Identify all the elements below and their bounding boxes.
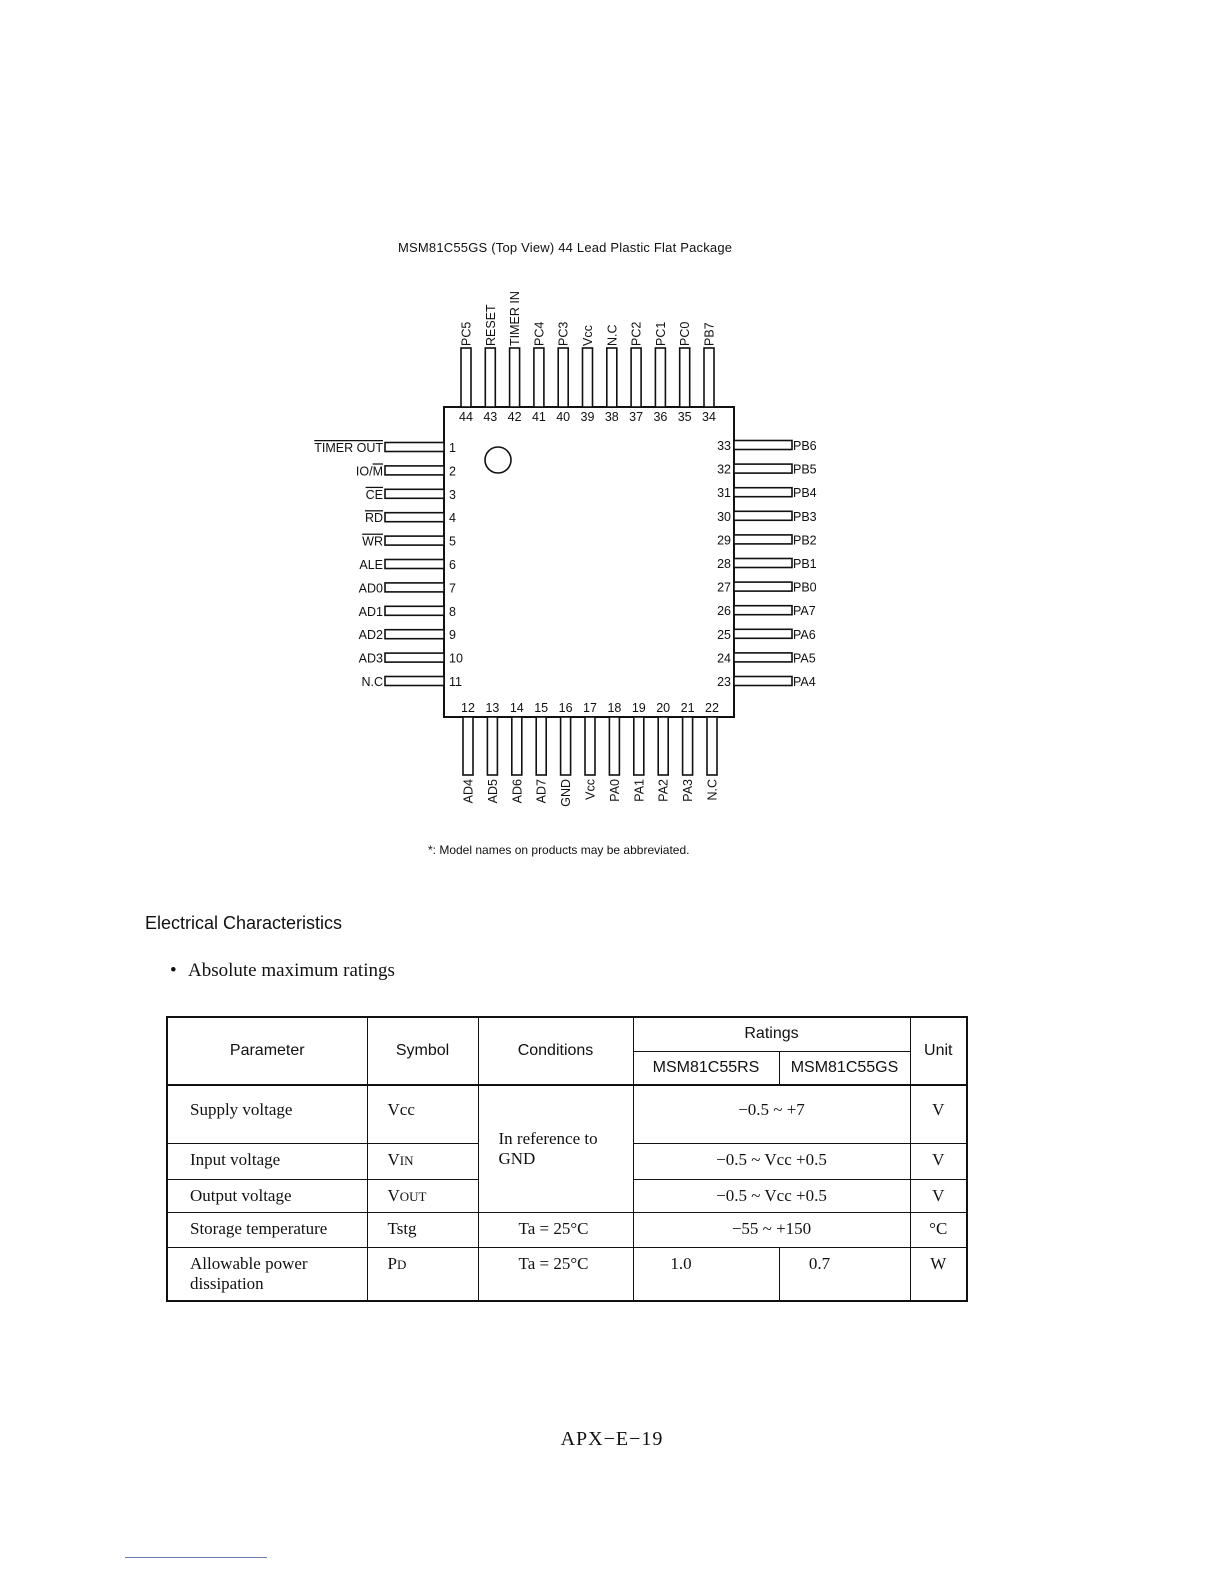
pin-label-14: AD6 (510, 779, 525, 804)
pin-label-7: AD0 (358, 581, 383, 596)
pin-number-34: 34 (702, 410, 716, 424)
pin-number-11: 11 (449, 675, 462, 689)
pin-number-38: 38 (604, 410, 619, 424)
pin-lead-32 (734, 464, 792, 473)
pin-lead-37 (631, 348, 641, 407)
param-cell: Input voltage (167, 1143, 367, 1179)
bullet-icon: • (170, 960, 177, 981)
pin-lead-20 (658, 717, 668, 775)
pin-lead-10 (385, 653, 444, 662)
pin-label-32: PB5 (793, 462, 817, 477)
rating-cell: −55 ~ +150 (633, 1212, 910, 1247)
pin-label-43: RESET (483, 304, 498, 346)
pin-label-15: AD7 (534, 779, 549, 804)
pin-label-21: PA3 (681, 779, 696, 802)
pin-lead-18 (609, 717, 619, 775)
pin-label-3: CE (365, 487, 383, 502)
header-ratings: Ratings (633, 1017, 910, 1051)
pin-number-6: 6 (449, 558, 456, 572)
symbol-cell (367, 1143, 478, 1179)
pin-lead-5 (385, 536, 444, 545)
page-number: APX−E−19 (560, 1428, 664, 1450)
pin-label-22: N.C (705, 779, 720, 801)
pin-number-17: 17 (583, 701, 597, 715)
pin-lead-43 (485, 348, 495, 407)
pin-lead-13 (487, 717, 497, 775)
pin-lead-17 (585, 717, 595, 775)
pin-number-31: 31 (717, 486, 731, 501)
symbol-main: Tstg (387, 1218, 417, 1238)
header-conditions: Conditions (478, 1017, 633, 1085)
header-symbol: Symbol (367, 1017, 478, 1085)
pin-label-17: Vcc (583, 779, 598, 800)
pin-lead-9 (385, 630, 444, 639)
pin-number-30: 30 (717, 509, 731, 524)
unit-cell: °C (910, 1212, 967, 1247)
pin-lead-4 (385, 513, 444, 522)
pin-number-19: 19 (631, 701, 646, 715)
symbol-sub: OUT (399, 1188, 427, 1204)
pin-lead-7 (385, 583, 444, 592)
pin-number-2: 2 (449, 464, 456, 479)
pin-label-5: WR (362, 534, 383, 549)
pin-label-41: PC4 (532, 321, 547, 346)
pin-label-2: IO/M (355, 464, 383, 479)
pin-label-19: PA1 (632, 779, 647, 802)
pin-label-27: PB0 (793, 580, 817, 595)
symbol-cell (367, 1212, 478, 1247)
param-cell: Storage temperature (167, 1212, 367, 1247)
pin-label-33: PB6 (793, 439, 817, 453)
pin-lead-19 (634, 717, 644, 775)
pin-number-42: 42 (507, 410, 522, 424)
pin-label-31: PB4 (793, 486, 817, 501)
pin-lead-35 (680, 348, 690, 407)
pin-lead-30 (734, 511, 792, 520)
pin-number-13: 13 (485, 701, 500, 715)
pin-number-20: 20 (656, 701, 671, 715)
ratings-subheading (170, 960, 395, 982)
header-unit: Unit (910, 1017, 967, 1085)
pin1-marker (485, 447, 511, 473)
header-model-gs: MSM81C55GS (779, 1051, 910, 1085)
pin-lead-25 (734, 629, 792, 638)
pin-label-34: PB7 (702, 322, 717, 346)
symbol-main: P (387, 1253, 397, 1273)
pin-label-16: GND (559, 779, 574, 807)
pin-number-16: 16 (558, 701, 573, 715)
symbol-sub: D (396, 1256, 407, 1272)
pin-lead-8 (385, 606, 444, 615)
param-cell: Output voltage (167, 1179, 367, 1212)
pin-label-13: AD5 (485, 779, 500, 804)
pin-lead-29 (734, 535, 792, 544)
pin-number-7: 7 (449, 581, 456, 596)
pin-lead-12 (463, 717, 473, 775)
pin-label-8: AD1 (358, 604, 383, 619)
rating-cell: −0.5 ~ Vcc +0.5 (633, 1143, 910, 1179)
ratings-subheading-text: Absolute maximum ratings (188, 960, 395, 981)
pin-lead-2 (385, 466, 444, 475)
pin-label-9: AD2 (358, 628, 383, 643)
pin-number-27: 27 (717, 580, 731, 595)
pin-number-15: 15 (534, 701, 549, 715)
pin-number-44: 44 (459, 410, 473, 424)
pin-label-36: PC1 (653, 321, 668, 346)
unit-cell: W (910, 1247, 967, 1301)
pin-label-35: PC0 (678, 321, 693, 346)
pin-number-24: 24 (717, 651, 731, 666)
pin-number-26: 26 (717, 604, 731, 619)
pin-lead-16 (561, 717, 571, 775)
pin-number-35: 35 (677, 410, 692, 424)
param-cell: Allowable power dissipation (167, 1247, 367, 1301)
package-footnote: *: Model names on products may be abbreviated. (428, 843, 690, 857)
symbol-main: V (387, 1149, 400, 1169)
pin-lead-41 (534, 348, 544, 407)
pin-lead-1 (385, 443, 444, 452)
pin-lead-33 (734, 441, 792, 450)
pin-label-38: N.C (605, 324, 620, 346)
table-row (167, 1212, 967, 1247)
symbol-cell (367, 1085, 478, 1143)
pin-number-21: 21 (680, 701, 695, 715)
pin-label-44: PC5 (459, 321, 474, 346)
section-heading: Electrical Characteristics (145, 913, 343, 933)
pin-number-33: 33 (717, 439, 731, 453)
unit-cell: V (910, 1085, 967, 1143)
pin-lead-6 (385, 560, 444, 569)
pin-label-12: AD4 (461, 779, 476, 804)
pin-number-40: 40 (556, 410, 571, 424)
pin-lead-26 (734, 606, 792, 615)
pin-label-4: RD (364, 511, 383, 526)
pin-lead-40 (558, 348, 568, 407)
pin-number-4: 4 (449, 511, 456, 526)
pin-number-18: 18 (607, 701, 622, 715)
param-cell: Supply voltage (167, 1085, 367, 1143)
pin-lead-39 (583, 348, 593, 407)
pin-number-5: 5 (449, 534, 456, 549)
pin-label-30: PB3 (793, 509, 817, 524)
pin-number-28: 28 (717, 557, 731, 571)
pin-number-25: 25 (717, 627, 731, 642)
pin-number-36: 36 (653, 410, 668, 424)
pin-number-10: 10 (449, 651, 463, 666)
pin-label-42: TIMER IN (508, 291, 523, 346)
table-row (167, 1085, 967, 1143)
pin-label-10: AD3 (358, 651, 383, 666)
pin-label-20: PA2 (656, 779, 671, 802)
pin-number-29: 29 (717, 533, 731, 548)
pin-label-26: PA7 (793, 604, 816, 619)
pin-label-6: ALE (359, 558, 383, 572)
pin-number-23: 23 (717, 675, 731, 689)
pin-label-23: PA4 (793, 675, 816, 689)
pin-label-11: N.C (361, 675, 383, 689)
pin-lead-42 (510, 348, 520, 407)
pin-lead-24 (734, 653, 792, 662)
pin-number-1: 1 (449, 441, 456, 455)
absolute-max-ratings-table (166, 1016, 968, 1302)
pin-label-28: PB1 (793, 557, 817, 571)
header-model-rs: MSM81C55RS (633, 1051, 779, 1085)
condition-cell: Ta = 25°C (478, 1247, 633, 1301)
gnd-condition-cell (478, 1085, 633, 1212)
symbol-main: Vcc (387, 1100, 415, 1119)
pin-lead-21 (683, 717, 693, 775)
pin-number-22: 22 (705, 701, 719, 715)
unit-cell: V (910, 1179, 967, 1212)
pin-number-9: 9 (449, 628, 456, 643)
pin-number-8: 8 (449, 604, 456, 619)
pin-lead-23 (734, 677, 792, 686)
pin-number-12: 12 (461, 701, 475, 715)
pin-label-39: Vcc (581, 325, 595, 346)
symbol-cell (367, 1247, 478, 1301)
pin-label-1: TIMER OUT (314, 441, 383, 455)
gnd-condition-line2: GND (498, 1148, 536, 1168)
pin-lead-36 (655, 348, 665, 407)
pin-lead-27 (734, 582, 792, 591)
footer-rule (125, 1557, 267, 1558)
pin-lead-28 (734, 559, 792, 568)
symbol-cell (367, 1179, 478, 1212)
table-row (167, 1247, 967, 1301)
pin-label-29: PB2 (793, 533, 817, 548)
pin-number-41: 41 (531, 410, 546, 424)
pin-label-40: PC3 (556, 321, 571, 346)
pin-lead-34 (704, 348, 714, 407)
pin-number-32: 32 (717, 462, 731, 477)
pin-label-24: PA5 (793, 651, 816, 666)
pin-number-14: 14 (509, 701, 524, 715)
condition-cell: Ta = 25°C (478, 1212, 633, 1247)
pin-lead-14 (512, 717, 522, 775)
pin-lead-31 (734, 488, 792, 497)
pin-label-18: PA0 (607, 779, 622, 802)
pin-lead-22 (707, 717, 717, 775)
rating-cell: −0.5 ~ Vcc +0.5 (633, 1179, 910, 1212)
rating-cell: −0.5 ~ +7 (633, 1085, 910, 1143)
rating-gs-cell: 0.7 (779, 1247, 910, 1301)
pin-lead-15 (536, 717, 546, 775)
package-title: MSM81C55GS (Top View) 44 Lead Plastic Flat Package (398, 240, 733, 255)
gnd-condition-line1: In reference to (498, 1128, 598, 1148)
pin-label-37: PC2 (629, 321, 644, 346)
pin-label-25: PA6 (793, 627, 816, 642)
header-parameter: Parameter (167, 1017, 367, 1085)
rating-rs-cell: 1.0 (633, 1247, 779, 1301)
pin-number-43: 43 (483, 410, 498, 424)
symbol-sub: IN (399, 1152, 414, 1168)
symbol-main: V (387, 1185, 400, 1205)
pin-lead-3 (385, 489, 444, 498)
unit-cell: V (910, 1143, 967, 1179)
pin-lead-44 (461, 348, 471, 407)
pin-lead-38 (607, 348, 617, 407)
pin-number-3: 3 (449, 487, 456, 502)
pin-number-39: 39 (580, 410, 595, 424)
pin-lead-11 (385, 677, 444, 686)
pin-number-37: 37 (629, 410, 644, 424)
